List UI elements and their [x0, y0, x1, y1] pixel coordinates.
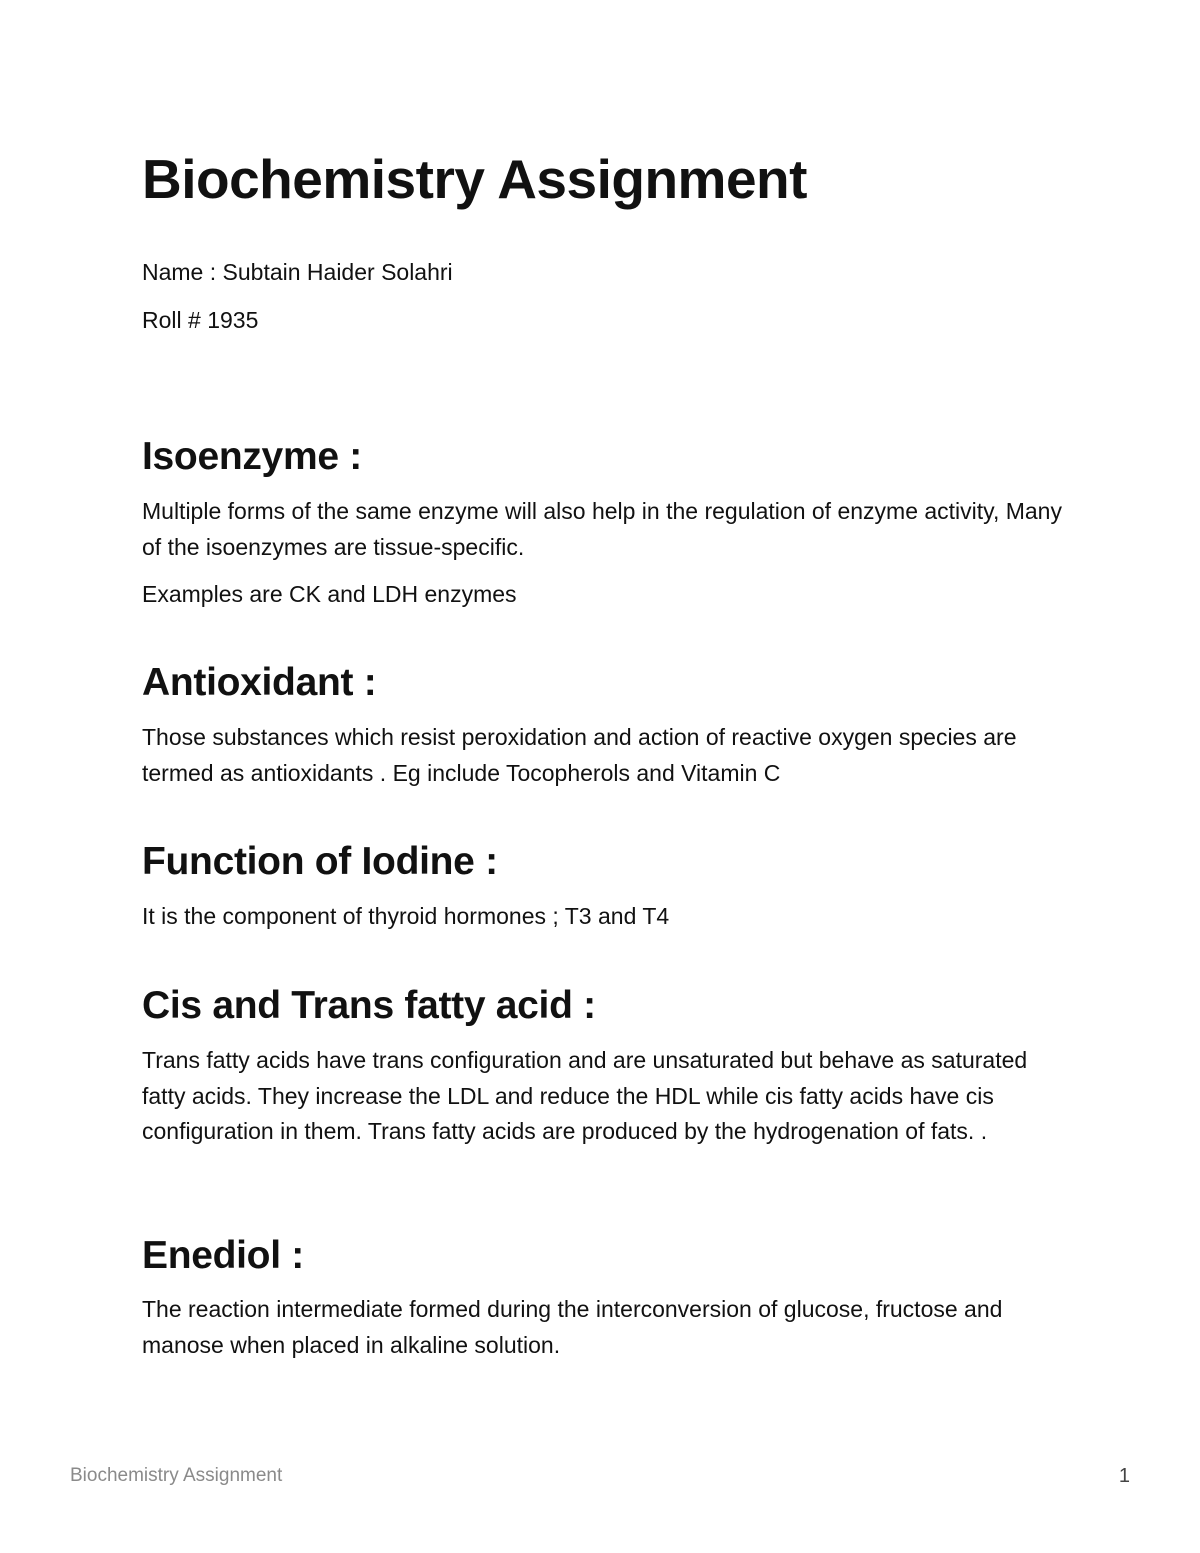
section-heading: Enediol :: [142, 1234, 304, 1277]
section-paragraph: Those substances which resist peroxidation and action of reactive oxygen species are termed as antioxidants . Eg include Tocopherols and Vitamin C: [142, 724, 1017, 786]
section-paragraph: Multiple forms of the same enzyme will also help in the regulation of enzyme activity, Many of the isoenzymes are tissue-specific.: [142, 498, 1062, 560]
page-number: 1: [1118, 1465, 1130, 1487]
section-heading: Function of Iodine :: [142, 840, 498, 883]
section-heading: Antioxidant :: [142, 661, 377, 704]
section-paragraph: Trans fatty acids have trans configuration and are unsaturated but behave as saturated fatty acids. They increase the LDL and reduce the HDL while cis fatty acids have cis configuration in them. Trans fatty acids are produced by the hydrogenation of fats. .: [142, 1047, 1028, 1144]
page-title: Biochemistry Assignment: [142, 148, 807, 210]
section-paragraph: It is the component of thyroid hormones ; T3 and T4: [142, 903, 670, 929]
roll-number: Roll # 1935: [142, 307, 259, 333]
section-paragraph: Examples are CK and LDH enzymes: [142, 581, 517, 607]
section-heading: Cis and Trans fatty acid :: [142, 984, 596, 1027]
section-heading: Isoenzyme :: [142, 435, 362, 478]
student-name: Name : Subtain Haider Solahri: [142, 259, 453, 285]
footer-document-title: Biochemistry Assignment: [70, 1465, 283, 1486]
section-paragraph: The reaction intermediate formed during the interconversion of glucose, fructose and manose when placed in alkaline solution.: [142, 1296, 1003, 1358]
